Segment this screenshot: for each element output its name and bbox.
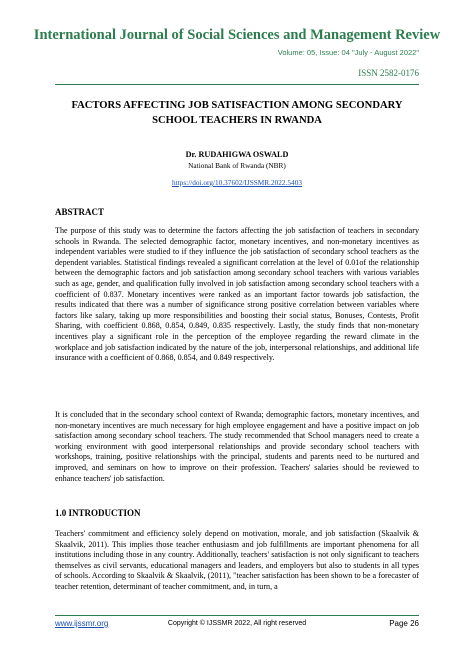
introduction-paragraph: Teachers' commitment and efficiency solely depend on motivation, morale, and job satisfaction (Skaalvik & Skaalvik, 2011). This implies those teacher enthusiasm and job fulfillments are important phenomena for all institutions including those in any country. Additionally, teachers' satisfaction is not only significant to teachers themselves as civil servants, educational managers and leaders, and employers but also to students in all types of schools. According to Skaalvik & Skaalvik, (2011), "teacher satisfaction has been shown to be a forecaster of teacher retention, determinant of teacher commitment, and, in turn, a xyxy=(55,529,419,591)
introduction-heading: 1.0 INTRODUCTION xyxy=(55,508,141,518)
page-footer xyxy=(55,619,419,631)
issn-number: ISSN 2582-0176 xyxy=(358,68,419,78)
abstract-paragraph-2: It is concluded that in the secondary school context of Rwanda; demographic factors, monetary incentives, and non-monetary incentives are much necessary for high employee engagement and have a positive impact on job satisfaction among secondary school teachers. The study recommended that School managers need to create a working environment with good interpersonal relationships and provide secondary school teachers with workshops, training, positive relationships with the principal, students and parents need to be nurtured and improved, and seminars on how to improve on their profession. Teachers' salaries should be reviewed to enhance teachers' job satisfaction. xyxy=(55,410,419,483)
journal-title: International Journal of Social Sciences and Management Review xyxy=(33,27,441,43)
page-number: Page 26 xyxy=(389,619,419,628)
volume-issue-line: Volume: 05, Issue: 04 "July - August 2022" xyxy=(277,48,419,57)
paper-title: FACTORS AFFECTING JOB SATISFACTION AMONG SECONDARY SCHOOL TEACHERS IN RWANDA xyxy=(71,100,403,126)
abstract-paragraph-1: The purpose of this study was to determine the factors affecting the job satisfaction of teachers in secondary schools in Rwanda. The selected demographic factor, monetary incentives, and non-monetary incentives as independent variables were studied to if they influence the job satisfaction of secondary school teachers as the dependent variables. Statistical findings revealed a significant correlation at the level of 0.01of the relationship between the demographic factors and job satisfaction among secondary school teachers with various variables such as age, gender, and qualification fully involved in job satisfaction among secondary school teachers with a coefficient of 0.837. Monetary incentives were ranked as an important factor towards job satisfaction, the results indicated that there was a number of significance strong positive correlation between variables where factors like salary, taking up more responsibilities and boosting their social status, Bonuses, Contests, Profit Sharing, with coefficient 0.868, 0.854, 0.849, 0.835 respectively. Lastly, the study finds that non-monetary incentives play a significant role in the perception of the employee regarding the reward climate in the workplace and job satisfaction indicated by the nature of the job, interpersonal relationships, and additional life insurance with a coefficient of 0.868, 0.854, and 0.849 respectively. xyxy=(55,226,419,363)
author-affiliation: National Bank of Rwanda (NBR) xyxy=(188,161,286,170)
header-divider xyxy=(55,84,419,85)
doi-link[interactable]: https://doi.org/10.37602/IJSSMR.2022.5403 xyxy=(171,178,302,187)
abstract-heading: ABSTRACT xyxy=(55,207,105,217)
footer-divider xyxy=(55,615,419,616)
author-name: Dr. RUDAHIGWA OSWALD xyxy=(185,150,289,159)
copyright-notice: Copyright © IJSSMR 2022, All right reserved xyxy=(167,620,307,627)
journal-website-link[interactable]: www.ijssmr.org xyxy=(55,619,109,628)
